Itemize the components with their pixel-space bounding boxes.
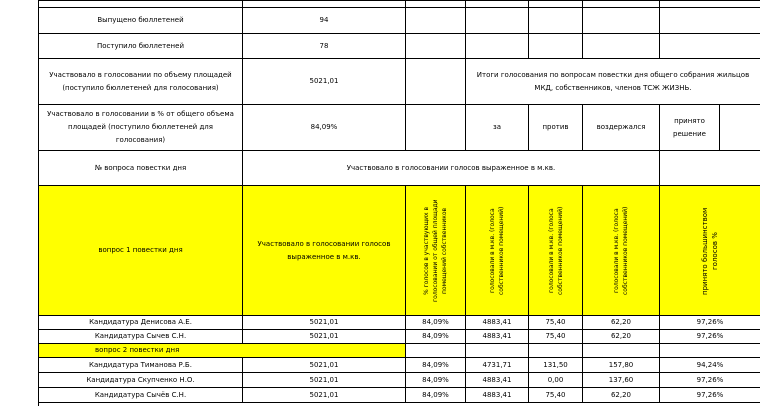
issued-label: Выпущено бюллетеней bbox=[39, 8, 243, 34]
received-value: 78 bbox=[243, 34, 406, 59]
blank bbox=[466, 34, 529, 59]
table-row-q2-0-for: 4731,71 bbox=[466, 358, 529, 373]
table-row-q2-0-majority: 94,24% bbox=[660, 358, 760, 373]
table-row-q2-1-votes: 5021,01 bbox=[243, 373, 406, 388]
table-row-q2-1-name: Кандидатура Скупченко Н.О. bbox=[39, 373, 243, 388]
table-row-q1-0-votes: 5021,01 bbox=[243, 316, 406, 330]
table-row-q1-0-against: 75,40 bbox=[529, 316, 583, 330]
table-row-q2-0-percent: 84,09% bbox=[406, 358, 466, 373]
against-header-cell bbox=[529, 186, 583, 316]
issued-value: 94 bbox=[243, 8, 406, 34]
received-label: Поступило бюллетеней bbox=[39, 34, 243, 59]
table-row-q2-0-against: 131,50 bbox=[529, 358, 583, 373]
question2-header: вопрос 2 повестки дня bbox=[39, 344, 406, 358]
for-header-cell bbox=[466, 186, 529, 316]
table-row-q2-2-abstain: 62,20 bbox=[583, 388, 660, 403]
votes-m2-header: Участвовало в голосовании голосов выраженное в м.кв. bbox=[243, 186, 406, 316]
table-row-q1-0-for: 4883,41 bbox=[466, 316, 529, 330]
blank bbox=[660, 151, 760, 186]
table-row-q2-1-for: 4883,41 bbox=[466, 373, 529, 388]
percent-header-cell bbox=[406, 186, 466, 316]
blank bbox=[466, 344, 529, 358]
table-row-q2-1-majority: 97,26% bbox=[660, 373, 760, 388]
blank bbox=[529, 344, 583, 358]
blank bbox=[660, 344, 760, 358]
table-row-q1-1-votes: 5021,01 bbox=[243, 330, 406, 344]
col-against-header: против bbox=[529, 105, 583, 151]
votes-m2-label: Участвовало в голосовании голосов выраженное в м.кв. bbox=[243, 151, 660, 186]
col-abstain-header: воздержался bbox=[583, 105, 660, 151]
table-row-q2-1-percent: 84,09% bbox=[406, 373, 466, 388]
area-label: Участвовало в голосовании по объему площадей (поступило бюллетеней для голосования) bbox=[39, 59, 243, 105]
top-blank-c bbox=[406, 1, 466, 8]
blank bbox=[406, 8, 466, 34]
majority-header: принято большинством голосов % bbox=[701, 206, 719, 295]
area-value: 5021,01 bbox=[243, 59, 406, 105]
blank bbox=[583, 8, 660, 34]
blank bbox=[583, 344, 660, 358]
table-row-q1-1-against: 75,40 bbox=[529, 330, 583, 344]
blank bbox=[660, 34, 760, 59]
against-header: голосовали в м.кв. (голоса собственников помещений) bbox=[547, 206, 564, 295]
question-no-label: № вопроса повестки дня bbox=[39, 151, 243, 186]
table-row-q2-2-votes: 5021,01 bbox=[243, 388, 406, 403]
table-row-q2-2-majority: 97,26% bbox=[660, 388, 760, 403]
top-blank-d bbox=[466, 1, 529, 8]
question1-header: вопрос 1 повестки дня bbox=[39, 186, 243, 316]
table-row-q2-1-abstain: 137,60 bbox=[583, 373, 660, 388]
col-decision-header: принято решение bbox=[660, 105, 720, 151]
table-row-q2-0-votes: 5021,01 bbox=[243, 358, 406, 373]
table-row-q1-1-abstain: 62,20 bbox=[583, 330, 660, 344]
table-row-q1-1-for: 4883,41 bbox=[466, 330, 529, 344]
blank bbox=[406, 59, 466, 105]
top-blank-a bbox=[39, 1, 243, 8]
table-row-q2-2-against: 75,40 bbox=[529, 388, 583, 403]
table-row-q1-0-percent: 84,09% bbox=[406, 316, 466, 330]
table-row-q2-1-against: 0,00 bbox=[529, 373, 583, 388]
col-for-header: за bbox=[466, 105, 529, 151]
table-row-q2-0-name: Кандидатура Тиманова Р.Б. bbox=[39, 358, 243, 373]
majority-header-cell bbox=[660, 186, 760, 316]
percent-header: % голосов в участвующих в голосовании от общей площади помещений собственников bbox=[423, 199, 448, 302]
table-row-q1-1-name: Кандидатура Сычев С.Н. bbox=[39, 330, 243, 344]
blank bbox=[406, 34, 466, 59]
table-row-q2-2-name: Кандидатура Сычёв С.Н. bbox=[39, 388, 243, 403]
for-header: голосовали в м.кв. (голоса собственников помещений) bbox=[489, 206, 505, 295]
table-row-q1-0-name: Кандидатура Денисова А.Е. bbox=[39, 316, 243, 330]
top-blank-e bbox=[529, 1, 583, 8]
table-row-q1-0-abstain: 62,20 bbox=[583, 316, 660, 330]
totals-title: Итоги голосования по вопросам повестки дня общего собрания жильцов МКД, собственников, членов ТСЖ ЖИЗНЬ. bbox=[466, 59, 760, 105]
table-row-q1-1-majority: 97,26% bbox=[660, 330, 760, 344]
blank bbox=[529, 34, 583, 59]
percent-label: Участвовало в голосовании в % от общего объема площадей (поступило бюллетеней для голосования) bbox=[39, 105, 243, 151]
voting-results-sheet bbox=[38, 0, 760, 406]
table-row-q1-0-majority: 97,26% bbox=[660, 316, 760, 330]
table-row-q2-0-abstain: 157,80 bbox=[583, 358, 660, 373]
top-blank-b bbox=[243, 1, 406, 8]
table-row-q1-1-percent: 84,09% bbox=[406, 330, 466, 344]
blank bbox=[583, 34, 660, 59]
abstain-header: голосовали в м.кв. (голоса собственников помещений) bbox=[613, 206, 629, 295]
blank bbox=[466, 8, 529, 34]
blank bbox=[406, 344, 466, 358]
percent-value: 84,09% bbox=[243, 105, 406, 151]
blank bbox=[406, 105, 466, 151]
table-row-q2-2-for: 4883,41 bbox=[466, 388, 529, 403]
abstain-header-cell bbox=[583, 186, 660, 316]
blank bbox=[720, 105, 760, 151]
top-blank-f bbox=[583, 1, 660, 8]
blank bbox=[529, 8, 583, 34]
top-blank-g bbox=[660, 1, 760, 8]
table-row-q2-2-percent: 84,09% bbox=[406, 388, 466, 403]
blank bbox=[660, 8, 760, 34]
